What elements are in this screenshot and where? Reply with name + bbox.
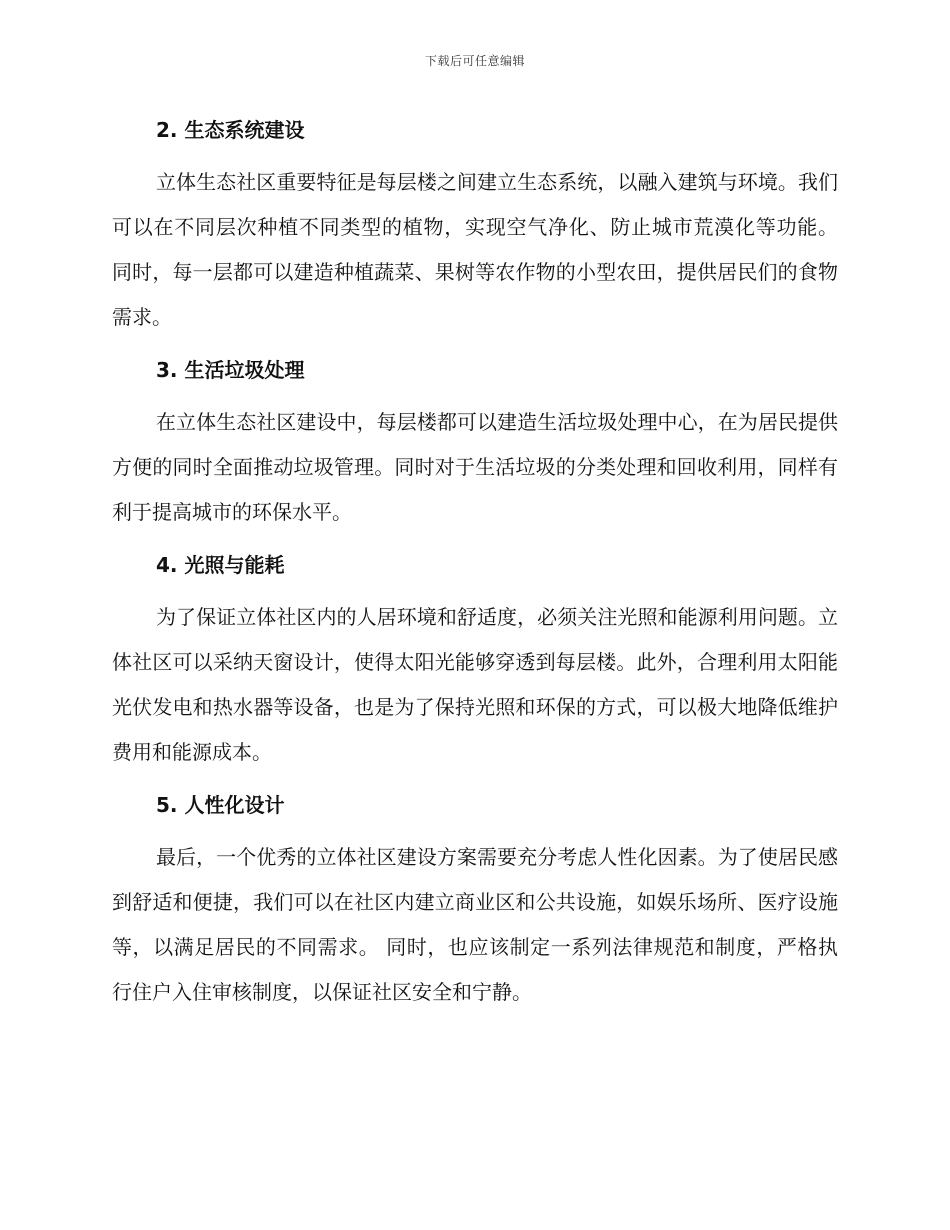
section-title: 5. 人性化设计 [156, 793, 285, 817]
section-ecosystem [112, 112, 838, 340]
section-title: 3. 生活垃圾处理 [156, 358, 305, 382]
section-humanized-design [112, 787, 838, 1015]
section-paragraph: 最后，一个优秀的立体社区建设方案需要充分考虑人性化因素。为了使居民感到舒适和便捷，我们可以在社区内建立商业区和公共设施，如娱乐场所、医疗设施等，以满足居民的不同需求。 同时，也应该制定一系列法律规范和制度，严格执行住户入住审核制度，以保证社区安全和宁静。 [112, 845, 838, 1004]
section-waste [112, 352, 838, 535]
section-lighting-energy [112, 547, 838, 775]
section-title: 4. 光照与能耗 [156, 553, 285, 577]
section-title: 2. 生态系统建设 [156, 118, 305, 142]
section-paragraph: 在立体生态社区建设中，每层楼都可以建造生活垃圾处理中心，在为居民提供方便的同时全面推动垃圾管理。同时对于生活垃圾的分类处理和回收利用，同样有利于提高城市的环保水平。 [112, 410, 838, 524]
document-body [112, 112, 838, 1027]
section-paragraph: 为了保证立体社区内的人居环境和舒适度，必须关注光照和能源利用问题。立体社区可以采纳天窗设计，使得太阳光能够穿透到每层楼。此外，合理利用太阳能光伏发电和热水器等设备，也是为了保持光照和环保的方式，可以极大地降低维护费用和能源成本。 [112, 605, 838, 764]
section-paragraph: 立体生态社区重要特征是每层楼之间建立生态系统，以融入建筑与环境。我们可以在不同层次种植不同类型的植物，实现空气净化、防止城市荒漠化等功能。 同时，每一层都可以建造种植蔬菜、果树等农作物的小型农田，提供居民们的食物需求。 [112, 170, 838, 329]
header-note: 下载后可任意编辑 [424, 54, 525, 68]
